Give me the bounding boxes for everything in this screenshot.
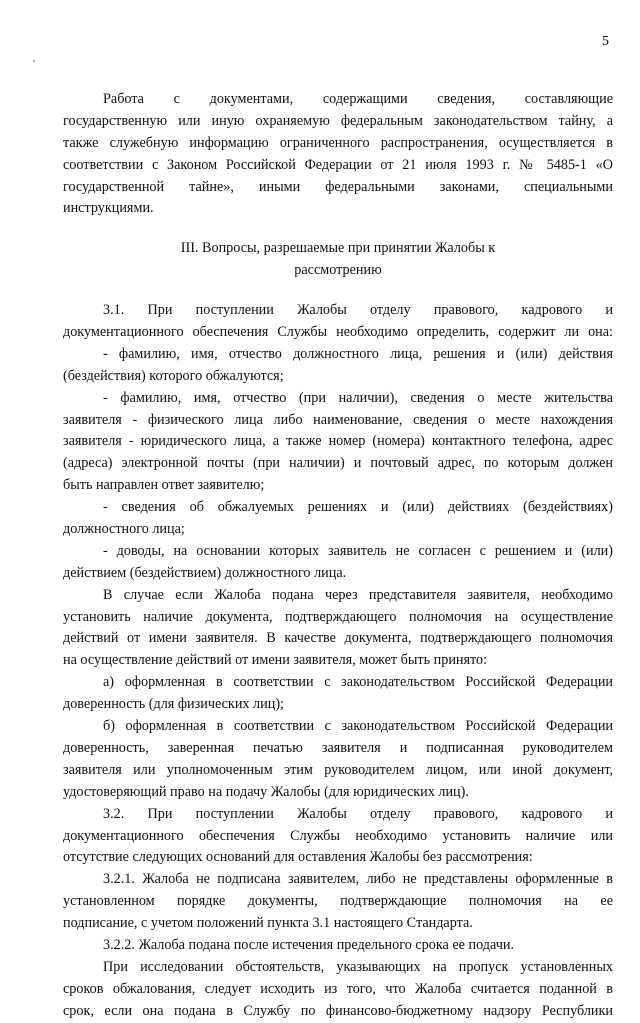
text-line: (адреса) электронной почты (при наличии) и почтовый адрес, по которым должен bbox=[63, 455, 613, 472]
paragraph-3-2 bbox=[63, 804, 613, 870]
list-item-official-name bbox=[63, 344, 613, 388]
text-line: а) оформленная в соответствии с законодательством Российской Федерации bbox=[103, 674, 613, 691]
text-line: быть направлен ответ заявителю; bbox=[63, 477, 265, 494]
text-line: на осуществление действий от имени заявителя, может быть принято: bbox=[63, 652, 488, 669]
text-line: инструкциями. bbox=[63, 200, 154, 217]
text-line: - фамилию, имя, отчество должностного лица, решения и (или) действия bbox=[103, 345, 613, 362]
text-line: заявителя - физического лица либо наименование, сведения о месте нахождения bbox=[63, 411, 613, 428]
text-line: отсутствие следующих оснований для оставления Жалобы без рассмотрения: bbox=[63, 849, 533, 866]
list-item-arguments bbox=[63, 541, 613, 585]
text-line: доверенность, заверенная печатью заявителя и подписанная руководителем bbox=[63, 739, 613, 756]
heading-line: III. Вопросы, разрешаемые при принятии Жалобы к bbox=[180, 240, 496, 257]
list-item-decisions bbox=[63, 497, 613, 541]
text-line: установленном порядке документы, подтверждающие полномочия на ее bbox=[63, 893, 613, 910]
text-line: б) оформленная в соответствии с законодательством Российской Федерации bbox=[103, 718, 613, 735]
paragraph-3-2-1 bbox=[63, 869, 613, 935]
text-line: 3.2.1. Жалоба не подписана заявителем, либо не представлены оформленные в bbox=[103, 871, 613, 888]
text-line: Работа с документами, содержащими сведения, составляющие bbox=[103, 91, 613, 107]
paragraph-3-2-2 bbox=[63, 935, 613, 957]
paragraph-3-1 bbox=[63, 300, 613, 344]
text-line: При исследовании обстоятельств, указывающих на пропуск установленных bbox=[103, 958, 613, 975]
text-line: 3.2.2. Жалоба подана после истечения предельного срока ее подачи. bbox=[103, 936, 514, 953]
list-item-b bbox=[63, 716, 613, 804]
text-line: - сведения об обжалуемых решениях и (или) действиях (бездействиях) bbox=[103, 499, 613, 516]
text-line: - доводы, на основании которых заявитель не согласен с решением и (или) bbox=[103, 542, 613, 559]
text-line: В случае если Жалоба подана через представителя заявителя, необходимо bbox=[103, 586, 613, 603]
text-line: действий от имени заявителя. В качестве документа, подтверждающего полномочия bbox=[63, 630, 613, 647]
text-line: удостоверяющий право на подачу Жалобы (для юридических лиц). bbox=[63, 783, 469, 800]
text-line: срок, если она подана в Службу по финансово-бюджетному надзору Республики bbox=[63, 1002, 613, 1019]
spacer bbox=[63, 220, 613, 238]
text-line: государственной тайне», иными федеральными законами, специальными bbox=[63, 178, 613, 195]
text-line: документационного обеспечения Службы необходимо определить, содержит ли она: bbox=[63, 324, 613, 341]
text-line: действием (бездействием) должностного лица. bbox=[63, 564, 347, 581]
section-heading bbox=[63, 238, 613, 282]
document-body bbox=[63, 89, 613, 1023]
list-item-applicant-details bbox=[63, 388, 613, 497]
text-line: заявителя - юридического лица, а также номер (номера) контактного телефона, адрес bbox=[63, 433, 613, 450]
paragraph-study bbox=[63, 957, 613, 1023]
text-line: - фамилию, имя, отчество (при наличии), сведения о месте жительства bbox=[103, 389, 613, 406]
page-number: 5 bbox=[602, 34, 609, 49]
paragraph-representative bbox=[63, 585, 613, 673]
text-line: должностного лица; bbox=[63, 521, 185, 538]
text-line: сроков обжалования, следует исходить из того, что Жалоба считается поданной в bbox=[63, 980, 613, 997]
text-line: доверенность (для физических лиц); bbox=[63, 696, 284, 713]
intro-paragraph bbox=[63, 89, 613, 220]
text-line: 3.2. При поступлении Жалобы отделу правового, кадрового и bbox=[103, 805, 613, 822]
list-item-a bbox=[63, 672, 613, 716]
text-line: установить наличие документа, подтверждающего полномочия на осуществление bbox=[63, 608, 613, 625]
text-line: подписание, с учетом положений пункта 3.1 настоящего Стандарта. bbox=[63, 915, 473, 932]
text-line: также служебную информацию ограниченного распространения, осуществляется в bbox=[63, 134, 613, 151]
heading-line: рассмотрению bbox=[294, 262, 382, 279]
spacer bbox=[63, 282, 613, 300]
text-line: 3.1. При поступлении Жалобы отделу правового, кадрового и bbox=[103, 302, 613, 319]
text-line: (бездействия) которого обжалуются; bbox=[63, 367, 284, 384]
text-line: заявителя или уполномоченным этим руководителем лицом, или иной документ, bbox=[63, 761, 613, 778]
scan-speck bbox=[33, 60, 35, 62]
text-line: государственную или иную охраняемую федеральным законодательством тайну, а bbox=[63, 112, 613, 129]
text-line: соответствии с Законом Российской Федерации от 21 июля 1993 г. № 5485-1 «О bbox=[63, 156, 613, 173]
text-line: документационного обеспечения Службы необходимо установить наличие или bbox=[63, 827, 613, 844]
